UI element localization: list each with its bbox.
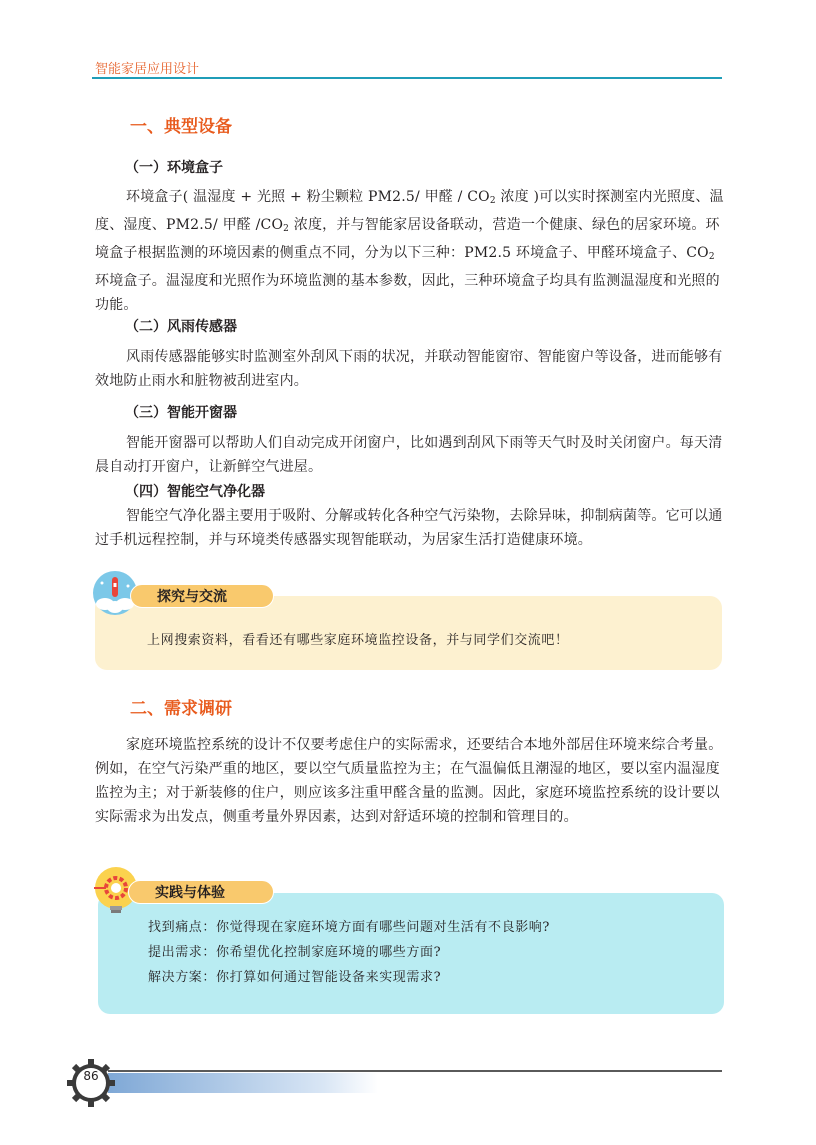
practice-item: 提出需求：你希望优化控制家庭环境的哪些方面? (148, 945, 442, 960)
practice-label: 实践与体验 (128, 880, 274, 904)
subsection-title-1: （一）环境盒子 (125, 160, 223, 176)
page-number: 86 (83, 1069, 99, 1083)
header-rule (92, 77, 722, 79)
paragraph-window-opener: 智能开窗器可以帮助人们自动完成开闭窗户，比如遇到刮风下雨等天气时及时关闭窗户。每天清晨自动打开窗户，让新鲜空气进屋。 (95, 435, 723, 475)
running-header: 智能家居应用设计 (95, 62, 200, 77)
explore-label: 探究与交流 (130, 584, 274, 608)
footer-rule (108, 1070, 722, 1072)
practice-item: 解决方案：你打算如何通过智能设备来实现需求? (148, 970, 442, 985)
subsection-title-3: （三）智能开窗器 (125, 405, 237, 421)
explore-text: 上网搜索资料，看看还有哪些家庭环境监控设备，并与同学们交流吧！ (147, 633, 569, 648)
practice-item: 找到痛点：你觉得现在家庭环境方面有哪些问题对生活有不良影响? (148, 920, 550, 935)
paragraph-needs-research: 家庭环境监控系统的设计不仅要考虑住户的实际需求，还要结合本地外部居住环境来综合考量。例如，在空气污染严重的地区，要以空气质量监控为主；在气温偏低且潮湿的地区，要以室内温湿度监控为主；对于新装修的住户，则应该多注重甲醛含量的监测。因此，家庭环境监控系统的设计要以实际需求为出发点，侧重考量外界因素，达到对舒适环境的控制和管理目的。 (95, 737, 723, 825)
section-title-1: 一、典型设备 (130, 117, 232, 137)
paragraph-air-purifier: 智能空气净化器主要用于吸附、分解或转化各种空气污染物，去除异味，抑制病菌等。它可以通过手机远程控制，并与环境类传感器实现智能联动，为居家生活打造健康环境。 (95, 508, 723, 548)
paragraph-environment-box: 环境盒子( 温湿度 + 光照 + 粉尘颗粒 PM2.5/ 甲醛 / $CO_2$ 浓度 )可以实时探测室内光照度、温度、湿度、PM2.5/ 甲醛 $/CO_2$ 浓度，并与智能家居设备联动，营造一个健康、绿色的居家环境。环境盒子根据监测的环境因素的侧重点不同，分为以下三种：PM2.5 环境盒子、甲醛环境盒子、$CO_2$ 环境盒子。温湿度和光照作为环境监测的基本参数，因此，三种环境盒子均具有监测温湿度和光照的功能。 (95, 189, 724, 313)
paragraph-wind-rain-sensor: 风雨传感器能够实时监测室外刮风下雨的状况，并联动智能窗帘、智能窗户等设备，进而能够有效地防止雨水和脏物被刮进室内。 (95, 349, 723, 389)
section-title-2: 二、需求调研 (130, 699, 232, 719)
subsection-title-2: （二）风雨传感器 (125, 319, 237, 335)
subsection-title-4: （四）智能空气净化器 (125, 484, 265, 500)
gear-icon (66, 1058, 116, 1108)
footer-gradient-bar (108, 1073, 378, 1093)
